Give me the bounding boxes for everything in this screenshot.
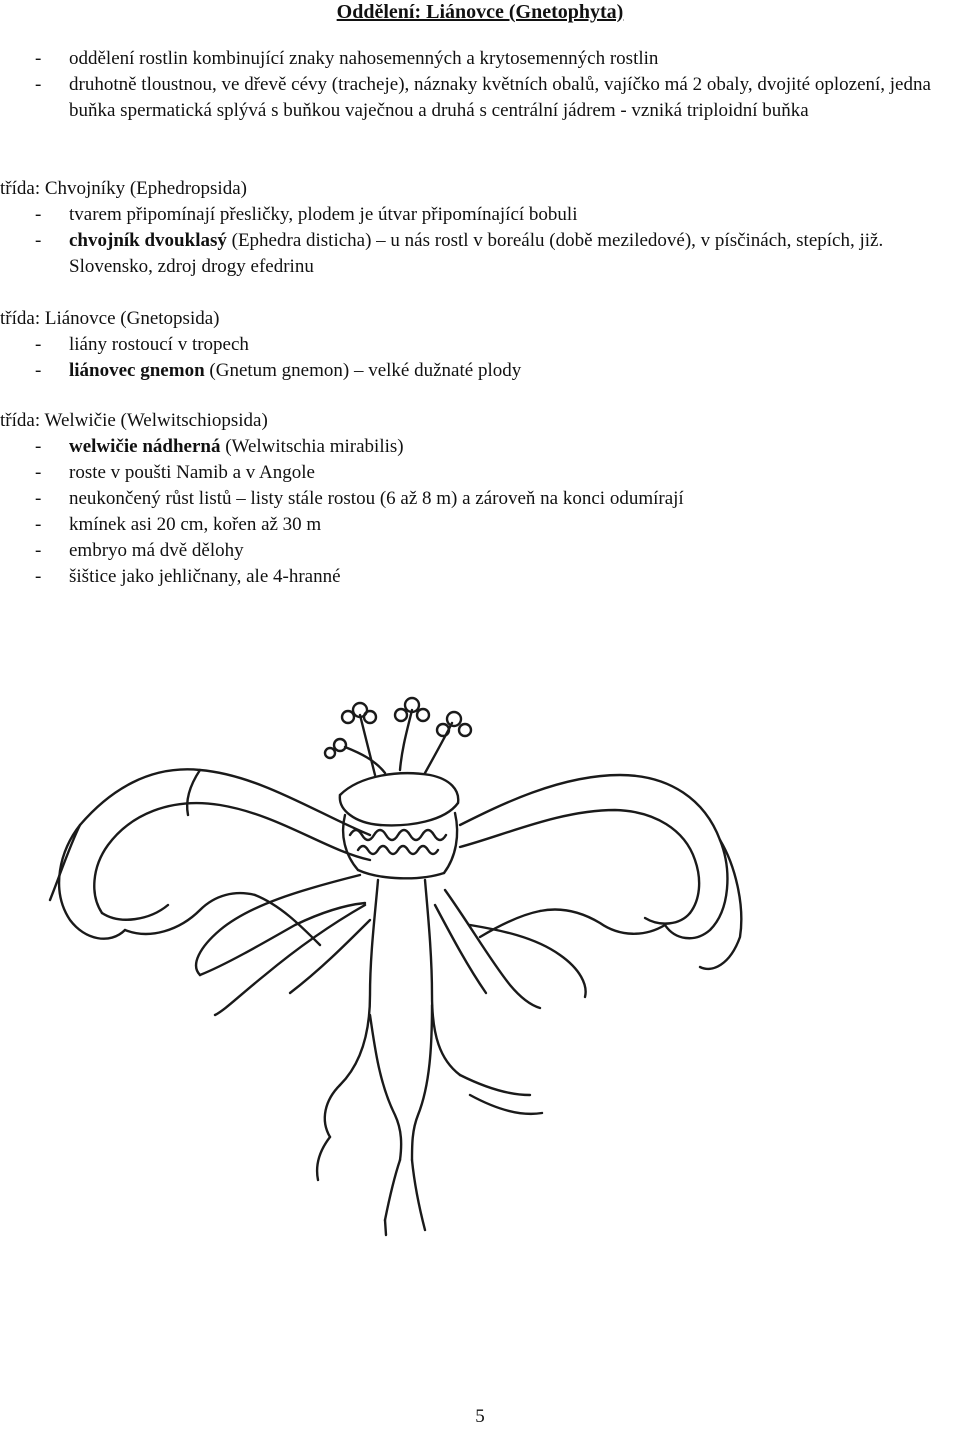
species-name: chvojník dvouklasý (69, 230, 227, 251)
list-item-text: (Ephedra disticha) – u nás rostl v boreálu (době meziledové), v písčinách, stepích, již. Slovensko, zdroj drogy efedrinu (69, 230, 884, 277)
bullet-dash: - (35, 204, 42, 225)
bullet-dash: - (35, 462, 42, 483)
class-heading (0, 306, 960, 332)
list-item-text: oddělení rostlin kombinující znaky nahosemenných a krytosemenných rostlin (69, 48, 659, 69)
list-item (0, 434, 960, 460)
welwitschia-drawing (40, 675, 746, 1240)
list-item (0, 228, 960, 280)
class-section-gnetopsida (0, 306, 960, 384)
class-section-ephedropsida (0, 176, 960, 280)
bullet-dash: - (35, 488, 42, 509)
bullet-dash: - (35, 74, 42, 95)
list-item-text: embryo má dvě dělohy (69, 540, 244, 561)
list-item (0, 46, 960, 72)
list-item (0, 538, 960, 564)
class-name: Chvojníky (Ephedropsida) (44, 178, 247, 199)
class-heading (0, 408, 960, 434)
class-name: Liánovce (Gnetopsida) (44, 308, 220, 329)
list-item (0, 332, 960, 358)
species-name: welwičie nádherná (69, 436, 221, 457)
list-item-text: neukončený růst listů – listy stále rostou (6 až 8 m) a zároveň na konci odumírají (69, 488, 684, 509)
class-heading (0, 176, 960, 202)
list-item-text: roste v poušti Namib a v Angole (69, 462, 315, 483)
list-item-text: druhotně tloustnou, ve dřevě cévy (tracheje), náznaky květních obalů, vajíčko má 2 obaly, dvojité oplození, jedna buňka spermatická splývá s buňkou vaječnou a druhá s centrální jádrem - vzniká triploidní buňka (69, 74, 931, 121)
list-item (0, 72, 960, 124)
class-section-welwitschiopsida (0, 408, 960, 590)
list-item-text: (Welwitschia mirabilis) (220, 436, 404, 457)
class-label: třída: (0, 410, 41, 431)
class-label: třída: (0, 178, 41, 199)
list-item-text: tvarem připomínají přesličky, plodem je útvar připomínající bobuli (69, 204, 578, 225)
intro-list (0, 46, 960, 124)
list-item (0, 460, 960, 486)
page-number: 5 (475, 1406, 485, 1427)
list-item-text: kmínek asi 20 cm, kořen až 30 m (69, 514, 322, 535)
bullet-dash: - (35, 48, 42, 69)
bullet-dash: - (35, 566, 42, 587)
bullet-dash: - (35, 230, 42, 251)
bullet-dash: - (35, 540, 42, 561)
class-label: třída: (0, 308, 41, 329)
bullet-dash: - (35, 334, 42, 355)
page-title: Oddělení: Liánovce (Gnetophyta) (336, 1, 624, 23)
list-item (0, 202, 960, 228)
list-item-text: šištice jako jehličnany, ale 4-hranné (69, 566, 341, 587)
bullet-dash: - (35, 436, 42, 457)
list-item (0, 564, 960, 590)
bullet-dash: - (35, 360, 42, 381)
bullet-dash: - (35, 514, 42, 535)
list-item (0, 358, 960, 384)
list-item (0, 512, 960, 538)
species-name: liánovec gnemon (69, 360, 205, 381)
list-item-text: (Gnetum gnemon) – velké dužnaté plody (204, 360, 522, 381)
list-item (0, 486, 960, 512)
class-name: Welwičie (Welwitschiopsida) (44, 410, 268, 431)
list-item-text: liány rostoucí v tropech (69, 334, 249, 355)
